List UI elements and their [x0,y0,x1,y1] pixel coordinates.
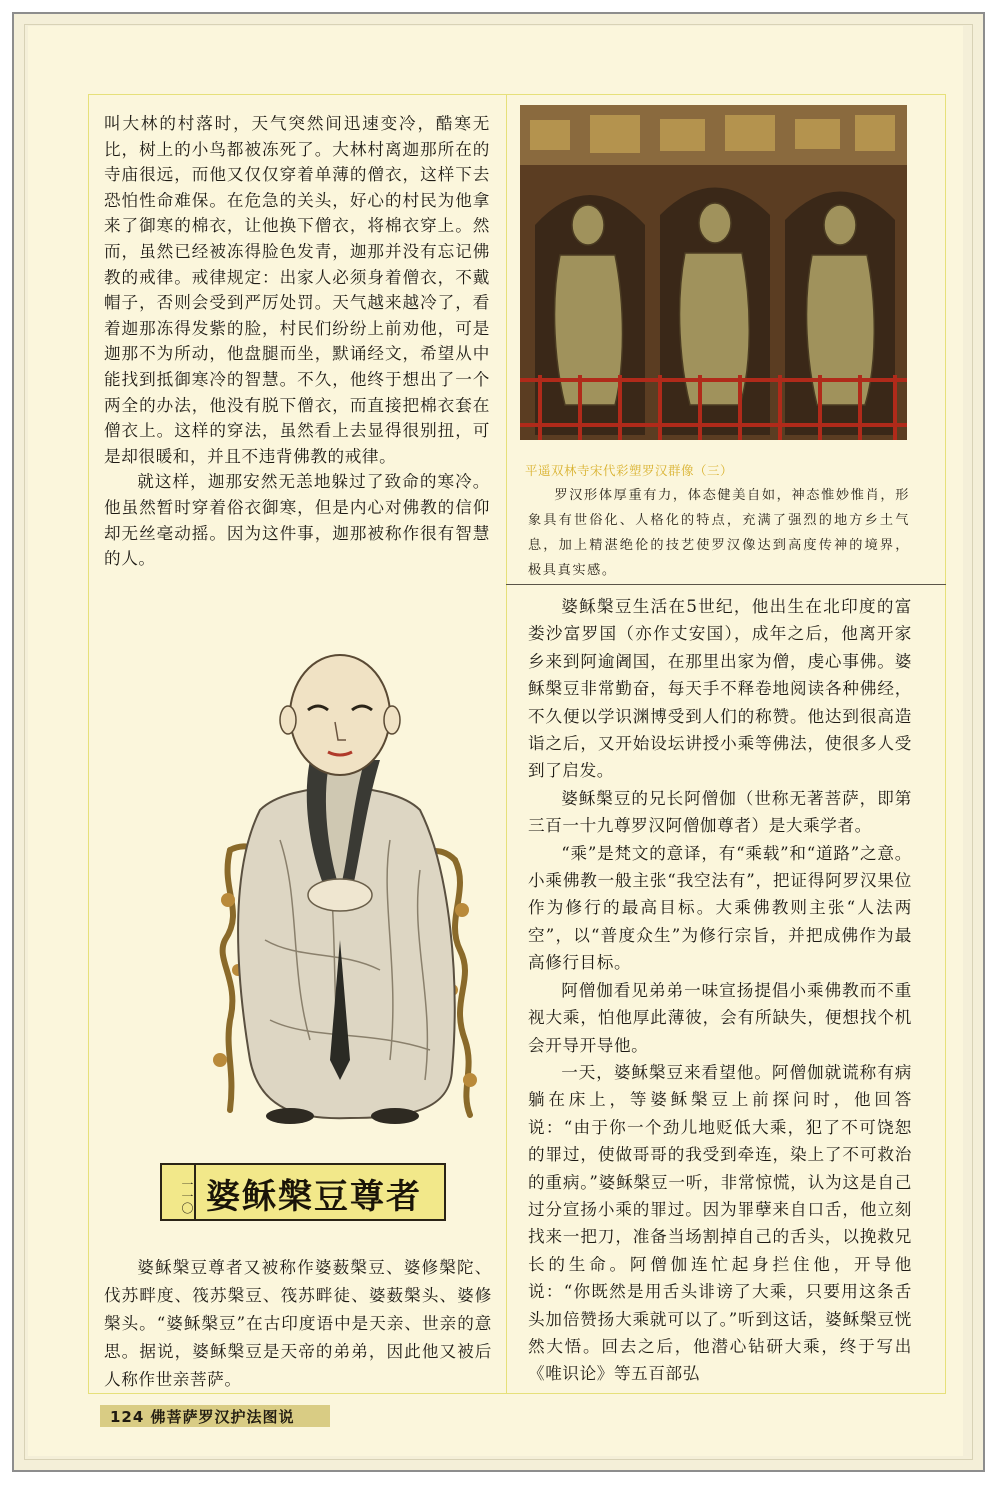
right-paragraph-1: 婆稣槃豆生活在5世纪，他出生在北印度的富娄沙富罗国（亦作丈安国），成年之后，他离开家乡来到阿逾阇国，在那里出家为僧，虔心事佛。婆稣槃豆非常勤奋，每天手不释卷地阅读各种佛经，不久便以学识渊博受到人们的称赞。他达到很高造诣之后，又开始设坛讲授小乘等佛法，使很多人受到了启发。 [528,597,912,781]
left-intro-text [104,1254,492,1394]
left-column-text [104,111,490,572]
photo-caption-title: 平遥双林寺宋代彩塑罗汉群像（三） [525,463,734,478]
arhat-title-box [160,1163,446,1221]
arhat-illustration [190,640,500,1140]
guide-line-mid [506,94,507,1394]
guide-line-top [88,94,946,95]
guide-line-right [945,94,946,1394]
caption-divider [506,584,946,585]
intro-paragraph: 婆稣槃豆尊者又被称作婆薮槃豆、婆修槃陀、伐苏畔度、筏苏槃豆、筏苏畔徒、婆薮槃头、婆修槃头。“婆稣槃豆”在古印度语中是天亲、世亲的意思。据说，婆稣槃豆是天帝的弟弟，因此他又被后人称作世亲菩萨。 [104,1258,492,1389]
statue-photo [520,105,907,440]
left-paragraph-2: 就这样，迦那安然无恙地躲过了致命的寒冷。他虽然暂时穿着俗衣御寒，但是内心对佛教的信仰却无丝毫动摇。因为这件事，迦那被称作很有智慧的人。 [104,472,490,569]
right-paragraph-4: 阿僧伽看见弟弟一味宣扬提倡小乘佛教而不重视大乘，怕他厚此薄彼，会有所缺失，便想找个机会开导开导他。 [528,980,912,1055]
footer-page-label: 124 佛菩萨罗汉护法图说 [110,1408,295,1426]
right-paragraph-5: 一天，婆稣槃豆来看望他。阿僧伽就谎称有病躺在床上，等婆稣槃豆上前探问时，他回答说：“由于你一个劲儿地贬低大乘，犯了不可饶恕的罪过，使做哥哥的我受到牵连，染上了不可救治的重病。”婆稣槃豆一听，非常惊慌，认为这是自己过分宣扬小乘的罪过。因为罪孽来自口舌，他立刻找来一把刀，准备当场割掉自己的舌头，以挽救兄长的生命。阿僧伽连忙起身拦住他，开导他说：“你既然是用舌头诽谤了大乘，只要用这条舌头加倍赞扬大乘就可以了。”听到这话，婆稣槃豆恍然大悟。回去之后，他潜心钻研大乘，终于写出《唯识论》等五百部弘 [528,1062,912,1384]
guide-line-left [88,94,89,1394]
right-column-text [528,593,912,1388]
arhat-number: 一一〇 [162,1165,196,1219]
page-footer [100,1403,910,1427]
left-paragraph-1: 叫大林的村落时，天气突然间迅速变冷，酷寒无比，树上的小鸟都被冻死了。大林村离迦那所在的寺庙很远，而他又仅仅穿着单薄的僧衣，这样下去恐怕性命难保。在危急的关头，好心的村民为他拿来了御寒的棉衣，让他换下僧衣，将棉衣穿上。然而，虽然已经被冻得脸色发青，迦那并没有忘记佛教的戒律。戒律规定：出家人必须身着僧衣，不戴帽子，否则会受到严厉处罚。天气越来越冷了，看着迦那冻得发紫的脸，村民们纷纷上前劝他，可是迦那不为所动，他盘腿而坐，默诵经文，希望从中能找到抵御寒冷的智慧。不久，他终于想出了一个两全的办法，他没有脱下僧衣，而直接把棉衣套在僧衣上。这样的穿法，虽然看上去显得很别扭，可是却很暖和，并且不违背佛教的戒律。 [104,114,490,466]
photo-caption-body: 罗汉形体厚重有力，体态健美自如，神态惟妙惟肖，形象具有世俗化、人格化的特点，充满了强烈的地方乡土气息，加上精湛绝伦的技艺使罗汉像达到高度传神的境界，极具真实感。 [528,488,910,578]
right-paragraph-2: 婆稣槃豆的兄长阿僧伽（世称无著菩萨，即第三百一十九尊罗汉阿僧伽尊者）是大乘学者。 [528,788,912,836]
arhat-title: 婆稣槃豆尊者 [206,1177,422,1217]
right-paragraph-3: “乘”是梵文的意译，有“乘载”和“道路”之意。小乘佛教一般主张“我空法有”，把证得阿罗汉果位作为修行的最高目标。大乘佛教则主张“人法两空”，以“普度众生”为修行宗旨，并把成佛作为最高修行目标。 [528,843,912,973]
